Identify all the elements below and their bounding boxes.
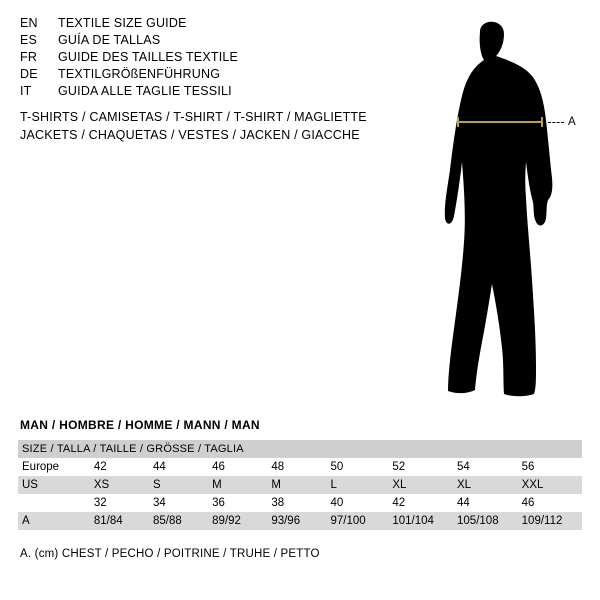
cell-value: S: [149, 476, 208, 494]
table-row: [18, 494, 582, 512]
cell-value: 46: [208, 458, 267, 476]
cell-value: 34: [149, 494, 208, 512]
row-label: [18, 494, 90, 512]
cell-value: XL: [388, 476, 453, 494]
measure-leader-line: [548, 122, 564, 123]
cell-value: 44: [453, 494, 518, 512]
cell-value: 42: [388, 494, 453, 512]
cell-value: 36: [208, 494, 267, 512]
language-code: FR: [20, 50, 38, 64]
language-row: [20, 33, 400, 50]
table-row: [18, 476, 582, 494]
footnote: A. (cm) CHEST / PECHO / POITRINE / TRUHE / PETTO: [20, 548, 320, 560]
size-table: [18, 440, 582, 530]
category-jackets: JACKETS / CHAQUETAS / VESTES / JACKEN / GIACCHE: [20, 128, 360, 142]
language-list: [20, 16, 400, 101]
language-text: GUÍA DE TALLAS: [58, 33, 161, 47]
cell-value: 32: [90, 494, 149, 512]
cell-value: 101/104: [388, 512, 453, 530]
language-text: TEXTILE SIZE GUIDE: [58, 16, 187, 30]
cell-value: 50: [326, 458, 388, 476]
cell-value: L: [326, 476, 388, 494]
table-header-label: SIZE / TALLA / TAILLE / GRÖSSE / TAGLIA: [18, 440, 582, 458]
cell-value: 93/96: [267, 512, 326, 530]
table-row: [18, 458, 582, 476]
language-row: [20, 84, 400, 101]
male-silhouette-figure: [400, 10, 600, 410]
measure-label-a: A: [568, 116, 576, 128]
table-header-row: [18, 440, 582, 458]
cell-value: 81/84: [90, 512, 149, 530]
cell-value: XS: [90, 476, 149, 494]
cell-value: 105/108: [453, 512, 518, 530]
cell-value: 54: [453, 458, 518, 476]
language-code: ES: [20, 33, 38, 47]
language-text: GUIDE DES TAILLES TEXTILE: [58, 50, 239, 64]
language-code: EN: [20, 16, 38, 30]
silhouette-icon: [400, 10, 600, 410]
table-title: MAN / HOMBRE / HOMME / MANN / MAN: [20, 418, 260, 432]
category-tshirts: T-SHIRTS / CAMISETAS / T-SHIRT / T-SHIRT / MAGLIETTE: [20, 110, 367, 124]
cell-value: XL: [453, 476, 518, 494]
table-row: [18, 512, 582, 530]
category-list: [20, 110, 440, 146]
language-text: TEXTILGRÖßENFÜHRUNG: [58, 67, 221, 81]
row-label: US: [18, 476, 90, 494]
cell-value: 56: [518, 458, 582, 476]
cell-value: 44: [149, 458, 208, 476]
cell-value: M: [267, 476, 326, 494]
language-row: [20, 16, 400, 33]
cell-value: 40: [326, 494, 388, 512]
row-label: Europe: [18, 458, 90, 476]
language-row: [20, 67, 400, 84]
cell-value: 109/112: [518, 512, 582, 530]
cell-value: 38: [267, 494, 326, 512]
language-text: GUIDA ALLE TAGLIE TESSILI: [58, 84, 232, 98]
cell-value: 52: [388, 458, 453, 476]
cell-value: M: [208, 476, 267, 494]
cell-value: 48: [267, 458, 326, 476]
cell-value: 85/88: [149, 512, 208, 530]
cell-value: 42: [90, 458, 149, 476]
cell-value: 97/100: [326, 512, 388, 530]
language-code: IT: [20, 84, 32, 98]
language-row: [20, 50, 400, 67]
cell-value: 46: [518, 494, 582, 512]
cell-value: 89/92: [208, 512, 267, 530]
cell-value: XXL: [518, 476, 582, 494]
row-label: A: [18, 512, 90, 530]
language-code: DE: [20, 67, 38, 81]
